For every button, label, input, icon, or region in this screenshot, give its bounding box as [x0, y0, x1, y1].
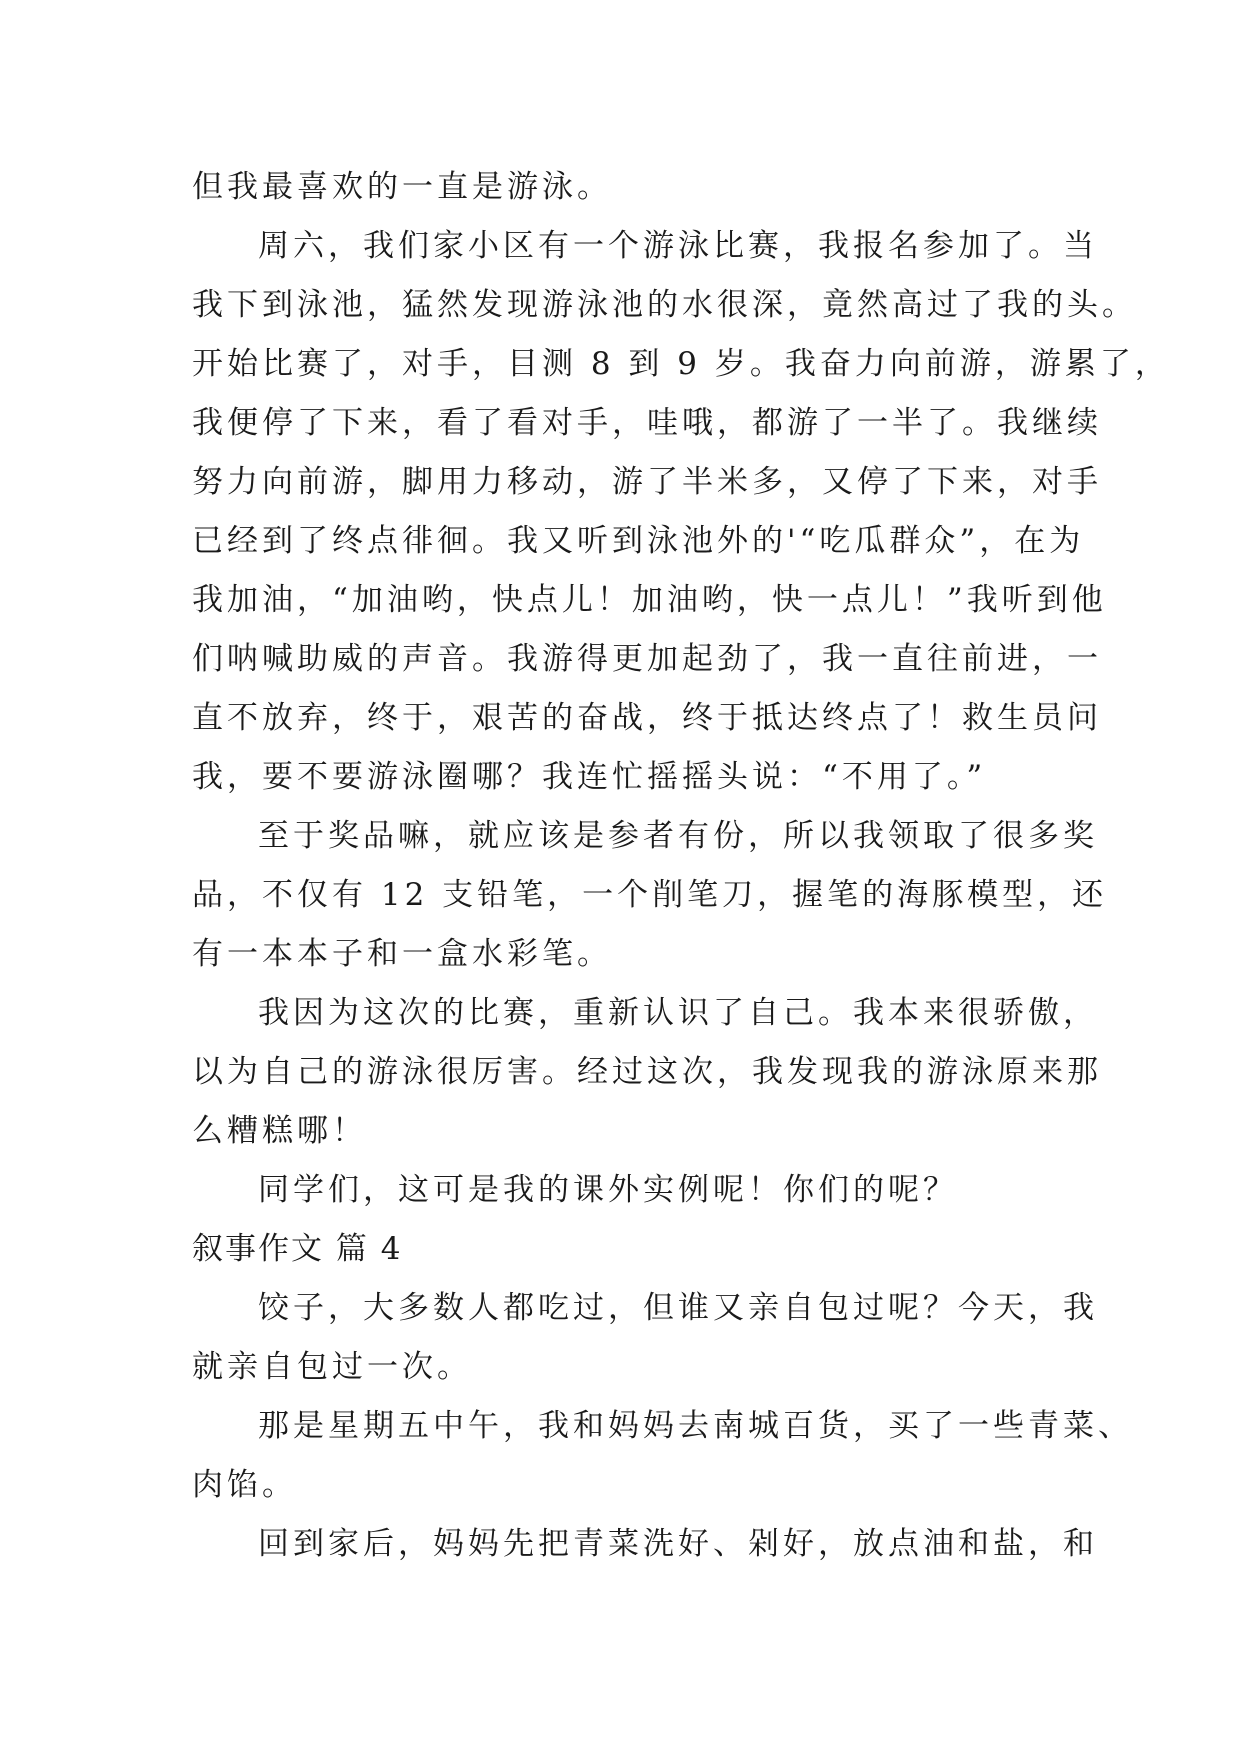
text-line: 么糟糕哪！ — [192, 1113, 367, 1149]
text-line: 品，不仅有 12 支铅笔，一个削笔刀，握笔的海豚模型，还 — [192, 877, 1108, 913]
text-line: 已经到了终点徘徊。我又听到泳池外的'“吃瓜群众”，在为 — [192, 523, 1085, 559]
text-line: 我便停了下来，看了看对手，哇哦，都游了一半了。我继续 — [192, 405, 1102, 441]
text-line: 肉馅。 — [192, 1467, 297, 1503]
text-line: 那是星期五中午，我和妈妈去南城百货，买了一些青菜、 — [258, 1408, 1133, 1444]
text-line: 以为自己的游泳很厉害。经过这次，我发现我的游泳原来那 — [192, 1054, 1102, 1090]
text-line: 我，要不要游泳圈哪？我连忙摇摇头说：“不用了。” — [192, 759, 987, 795]
text-line: 们呐喊助威的声音。我游得更加起劲了，我一直往前进，一 — [192, 641, 1102, 677]
text-line: 有一本本子和一盒水彩笔。 — [192, 936, 612, 972]
text-line: 饺子，大多数人都吃过，但谁又亲自包过呢？今天，我 — [258, 1290, 1098, 1326]
text-line: 直不放弃，终于，艰苦的奋战，终于抵达终点了！救生员问 — [192, 700, 1102, 736]
text-line: 周六，我们家小区有一个游泳比赛，我报名参加了。当 — [258, 228, 1098, 264]
text-line: 至于奖品嘛，就应该是参者有份，所以我领取了很多奖 — [258, 818, 1098, 854]
text-line: 努力向前游，脚用力移动，游了半米多，又停了下来，对手 — [192, 464, 1102, 500]
text-line: 我加油，“加油哟，快点儿！加油哟，快一点儿！”我听到他 — [192, 582, 1107, 618]
section-heading: 叙事作文 篇 4 — [192, 1231, 403, 1267]
text-line: 开始比赛了，对手，目测 8 到 9 岁。我奋力向前游，游累了， — [192, 346, 1170, 382]
text-line: 但我最喜欢的一直是游泳。 — [192, 169, 612, 205]
text-line: 就亲自包过一次。 — [192, 1349, 472, 1385]
text-line: 我因为这次的比赛，重新认识了自己。我本来很骄傲， — [258, 995, 1098, 1031]
document-body — [192, 158, 1170, 1574]
text-line: 同学们，这可是我的课外实例呢！你们的呢？ — [258, 1172, 958, 1208]
text-line: 我下到泳池，猛然发现游泳池的水很深，竟然高过了我的头。 — [192, 287, 1137, 323]
text-line: 回到家后，妈妈先把青菜洗好、剁好，放点油和盐，和 — [258, 1526, 1098, 1562]
